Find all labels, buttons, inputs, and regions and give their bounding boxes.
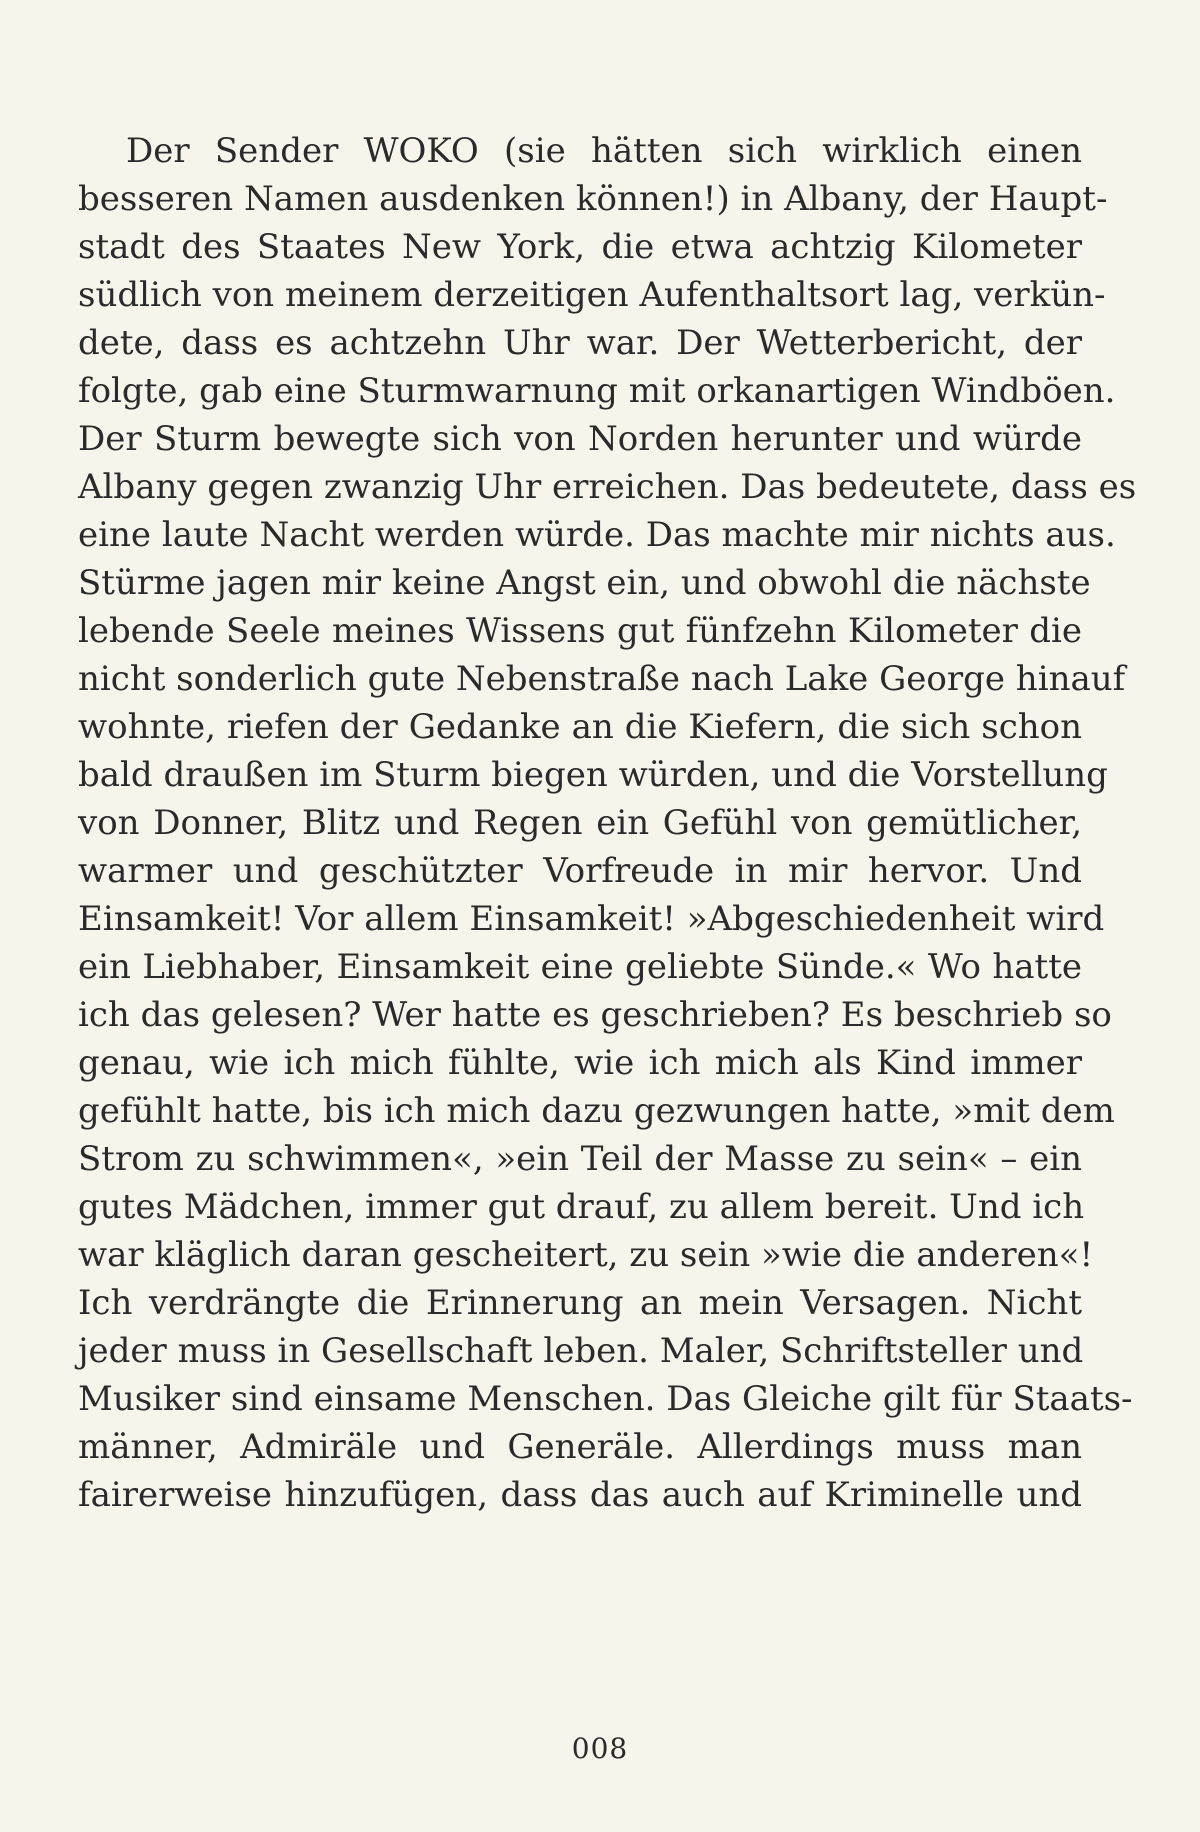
text-line: Der Sender WOKO (sie hätten sich wirklich einen bbox=[126, 131, 1082, 171]
text-line: fairerweise hinzufügen, dass das auch auf Kriminelle und bbox=[78, 1475, 1082, 1515]
text-line: ich das gelesen? Wer hatte es geschrieben? Es beschrieb so bbox=[78, 995, 1112, 1035]
text-line: Strom zu schwimmen«, »ein Teil der Masse zu sein« – ein bbox=[78, 1139, 1082, 1179]
text-line: stadt des Staates New York, die etwa achtzig Kilometer bbox=[78, 227, 1082, 267]
text-line: Ich verdrängte die Erinnerung an mein Versagen. Nicht bbox=[78, 1283, 1082, 1323]
text-line: eine laute Nacht werden würde. Das machte mir nichts aus. bbox=[78, 515, 1116, 555]
text-line: wohnte, riefen der Gedanke an die Kiefern, die sich schon bbox=[78, 707, 1082, 747]
text-line: gutes Mädchen, immer gut drauf, zu allem bereit. Und ich bbox=[78, 1187, 1085, 1227]
text-line: ein Liebhaber, Einsamkeit eine geliebte Sünde.« Wo hatte bbox=[78, 947, 1082, 987]
text-line: Einsamkeit! Vor allem Einsamkeit! »Abgeschiedenheit wird bbox=[78, 899, 1105, 939]
text-line: Musiker sind einsame Menschen. Das Gleiche gilt für Staats- bbox=[78, 1379, 1133, 1419]
text-line: bald draußen im Sturm biegen würden, und die Vorstellung bbox=[78, 755, 1108, 795]
text-line: männer, Admiräle und Generäle. Allerdings muss man bbox=[78, 1427, 1082, 1467]
page-number: 008 bbox=[571, 1732, 629, 1765]
text-line: gefühlt hatte, bis ich mich dazu gezwungen hatte, »mit dem bbox=[78, 1091, 1115, 1131]
text-line: südlich von meinem derzeitigen Aufenthaltsort lag, verkün- bbox=[78, 275, 1106, 315]
text-line: Der Sturm bewegte sich von Norden herunter und würde bbox=[78, 419, 1082, 459]
text-line: Albany gegen zwanzig Uhr erreichen. Das bedeutete, dass es bbox=[78, 467, 1137, 507]
text-line: nicht sonderlich gute Nebenstraße nach Lake George hinauf bbox=[78, 659, 1126, 699]
text-line: folgte, gab eine Sturmwarnung mit orkanartigen Windböen. bbox=[78, 371, 1116, 411]
text-line: von Donner, Blitz und Regen ein Gefühl von gemütlicher, bbox=[78, 803, 1082, 843]
text-line: lebende Seele meines Wissens gut fünfzehn Kilometer die bbox=[78, 611, 1082, 651]
text-line: dete, dass es achtzehn Uhr war. Der Wetterbericht, der bbox=[78, 323, 1082, 363]
text-line: jeder muss in Gesellschaft leben. Maler, Schriftsteller und bbox=[78, 1331, 1084, 1371]
text-line: war kläglich daran gescheitert, zu sein »wie die anderen«! bbox=[78, 1235, 1094, 1275]
text-line: besseren Namen ausdenken können!) in Albany, der Haupt- bbox=[78, 179, 1108, 219]
text-line: warmer und geschützter Vorfreude in mir hervor. Und bbox=[78, 851, 1082, 891]
text-line: Stürme jagen mir keine Angst ein, und obwohl die nächste bbox=[78, 563, 1091, 603]
text-line: genau, wie ich mich fühlte, wie ich mich als Kind immer bbox=[78, 1043, 1082, 1083]
